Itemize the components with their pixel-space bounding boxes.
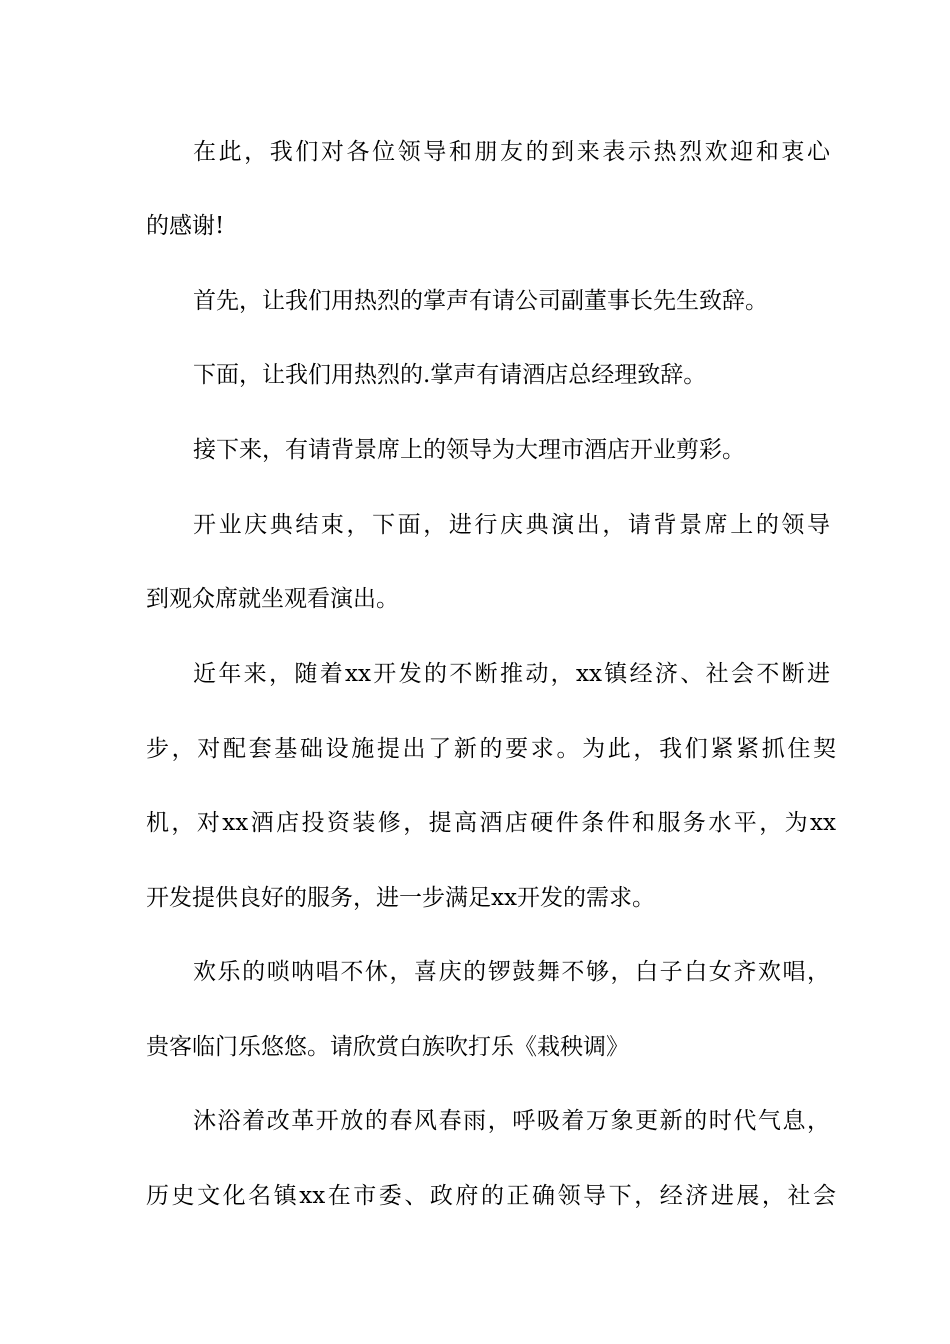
paragraph-8-line-2: 历史文化名镇xx在市委、政府的正确领导下，经济进展，社会 <box>146 1183 836 1209</box>
paragraph-5-line-1: 开业庆典结束，下面，进行庆典演出，请背景席上的领导 <box>193 512 830 538</box>
paragraph-2-line-1: 首先，让我们用热烈的掌声有请公司副董事长先生致辞。 <box>193 288 768 314</box>
paragraph-4-line-1: 接下来，有请背景席上的领导为大理市酒店开业剪彩。 <box>193 437 745 463</box>
paragraph-6-line-4: 开发提供良好的服务，进一步满足xx开发的需求。 <box>146 885 655 911</box>
paragraph-3-line-1: 下面，让我们用热烈的.掌声有请酒店总经理致辞。 <box>193 362 707 388</box>
paragraph-6-line-1: 近年来，随着xx开发的不断推动，xx镇经济、社会不断进 <box>193 661 830 687</box>
paragraph-1-line-1: 在此，我们对各位领导和朋友的到来表示热烈欢迎和衷心 <box>193 139 830 165</box>
paragraph-7-line-1: 欢乐的唢呐唱不休，喜庆的锣鼓舞不够，白子白女齐欢唱， <box>193 959 830 985</box>
paragraph-7-line-2: 贵客临门乐悠悠。请欣赏白族吹打乐《栽秧调》 <box>146 1034 629 1060</box>
paragraph-1-line-2: 的感谢! <box>146 213 225 239</box>
paragraph-6-line-2: 步，对配套基础设施提出了新的要求。为此，我们紧紧抓住契 <box>146 736 836 762</box>
paragraph-5-line-2: 到观众席就坐观看演出。 <box>146 586 399 612</box>
paragraph-8-line-1: 沐浴着改革开放的春风春雨，呼吸着万象更新的时代气息， <box>193 1108 830 1134</box>
paragraph-6-line-3: 机，对xx酒店投资装修，提高酒店硬件条件和服务水平，为xx <box>146 810 836 836</box>
